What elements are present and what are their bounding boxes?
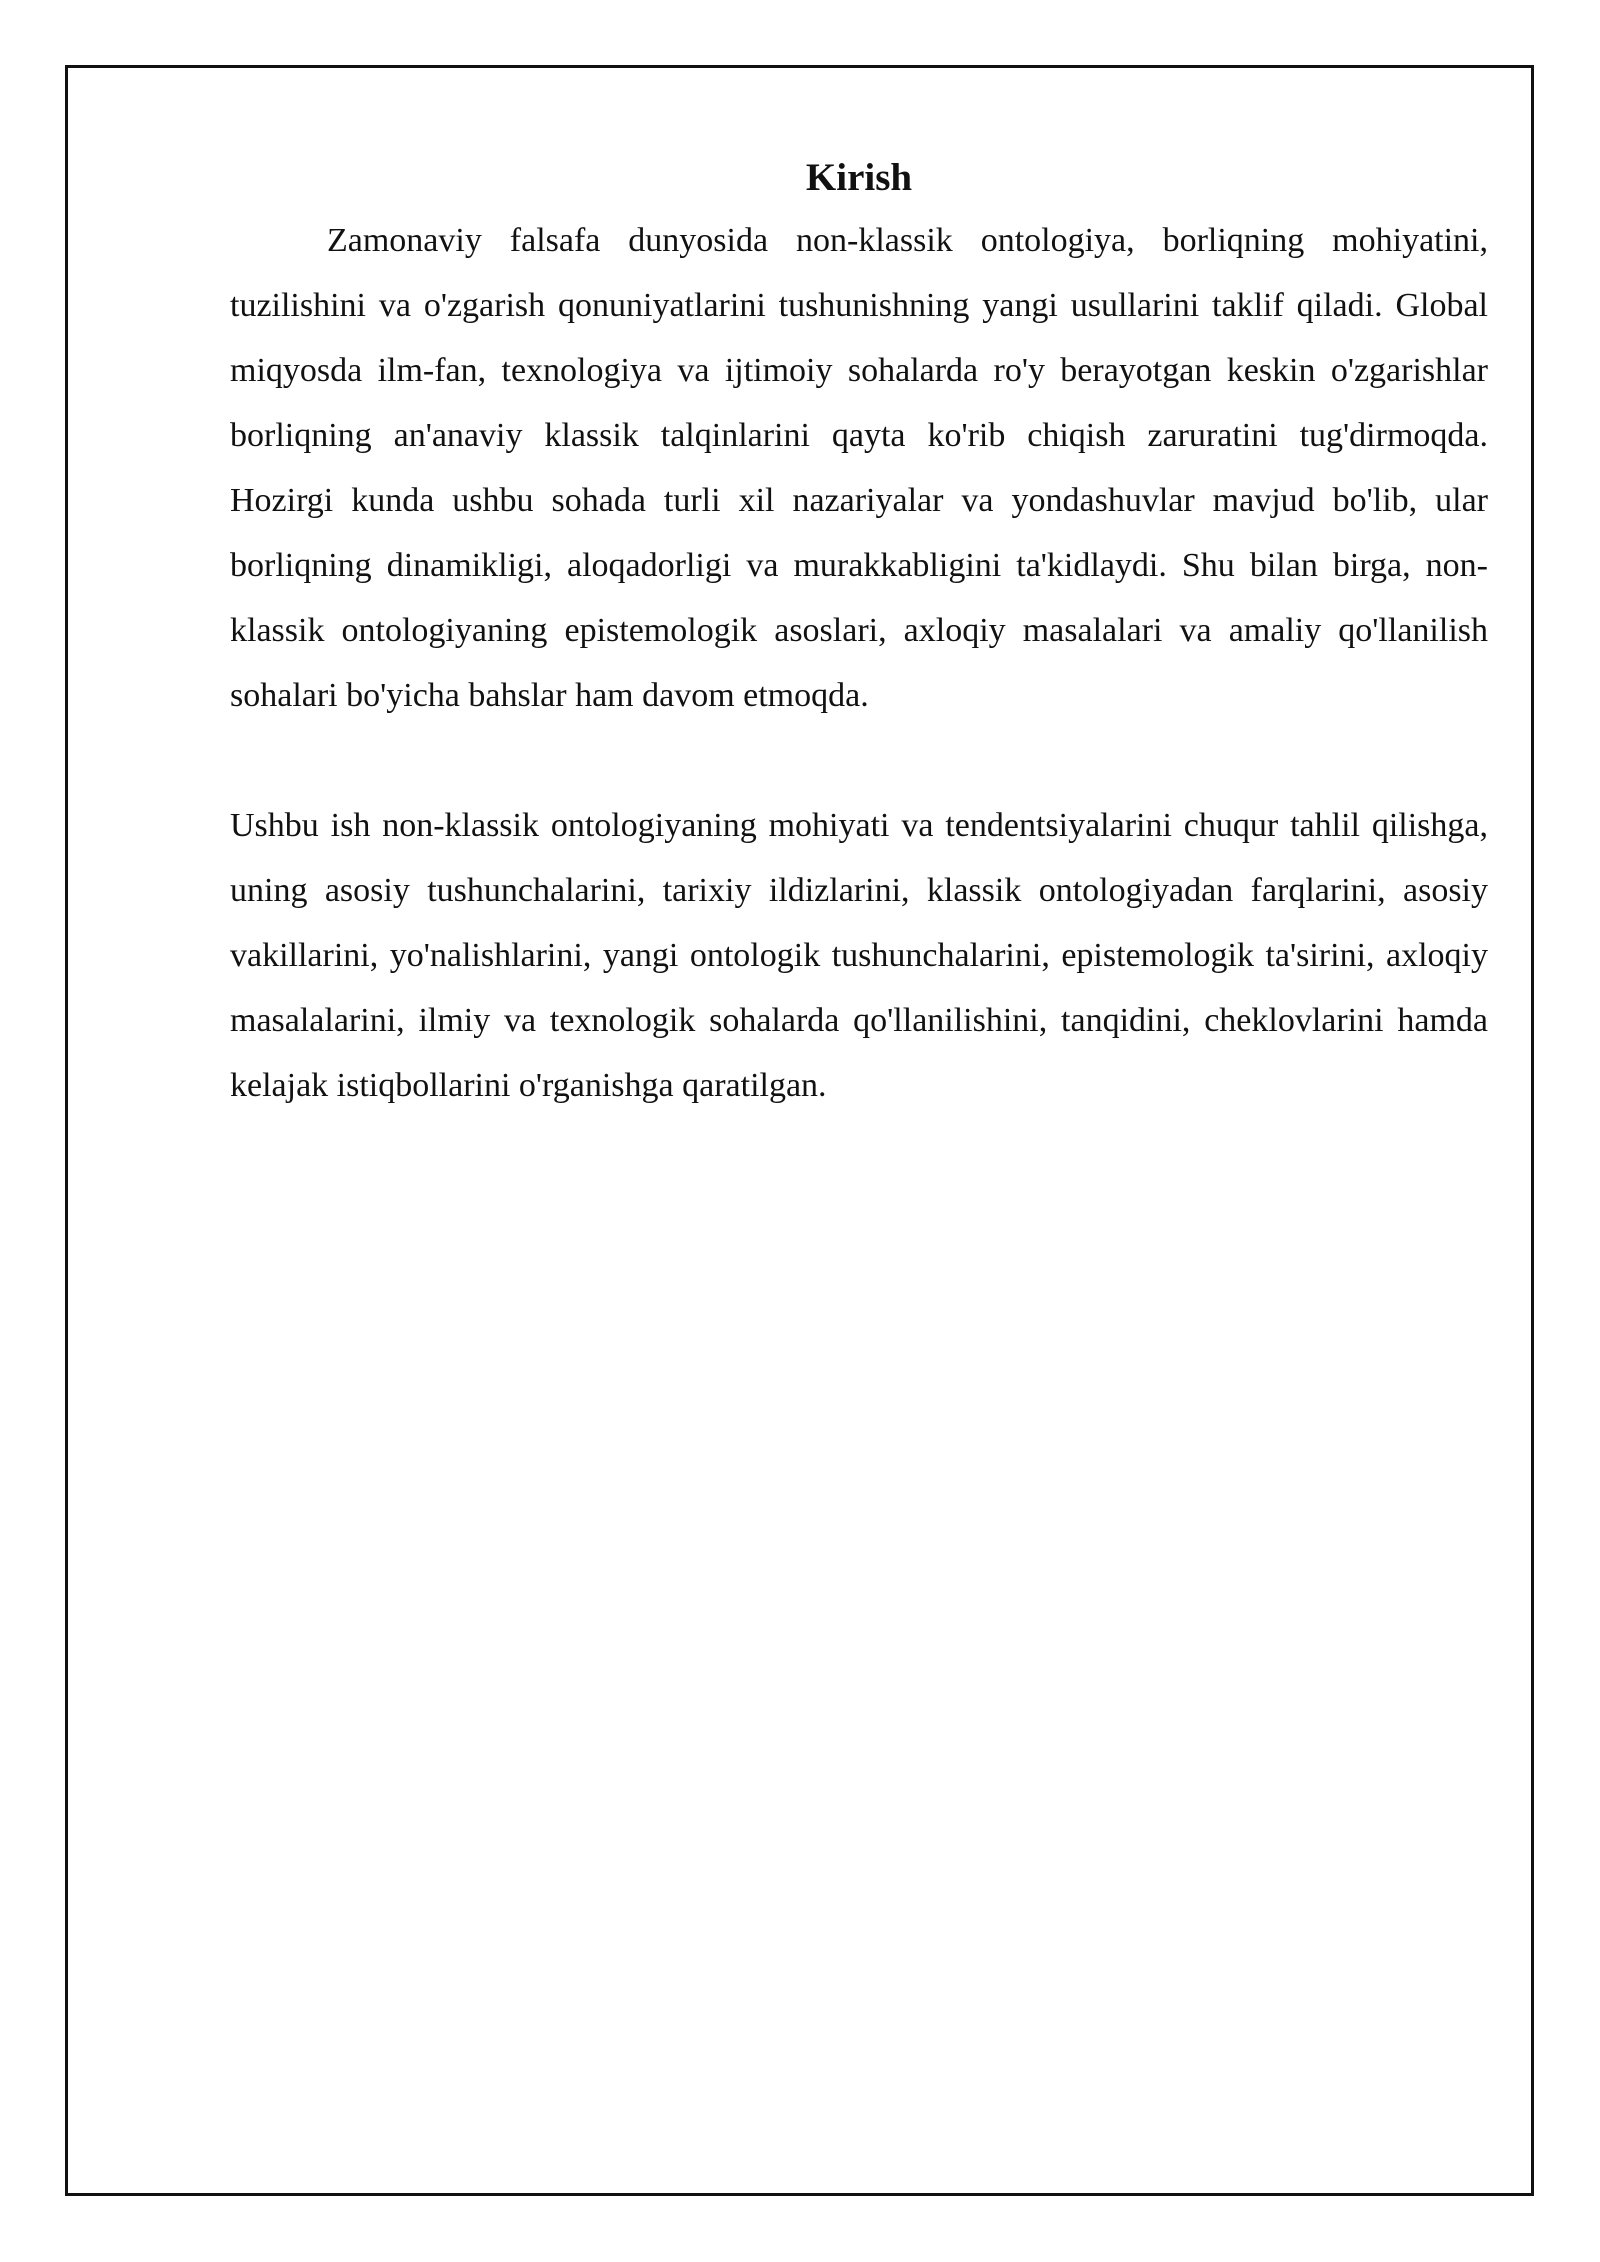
paragraph-intro: Zamonaviy falsafa dunyosida non-klassik ontologiya, borliqning mohiyatini, tuzilishini va o'zgarish qonuniyatlarini tushunishning yangi usullarini taklif qiladi. Global miqyosda ilm-fan, texnologiya va ijtimoiy sohalarda ro'y berayotgan keskin o'zgarishlar borliqning an'anaviy klassik talqinlarini qayta ko'rib chiqish zaruratini tug'dirmoqda. Hozirgi kunda ushbu sohada turli xil nazariyalar va yondashuvlar mavjud bo'lib, ular borliqning dinamikligi, aloqadorligi va murakkabligini ta'kidlaydi. Shu bilan birga, non-klassik ontologiyaning epistemologik asoslari, axloqiy masalalari va amaliy qo'llanilish sohalari bo'yicha bahslar ham davom etmoqda. [230, 222, 1488, 714]
paragraph-purpose: Ushbu ish non-klassik ontologiyaning mohiyati va tendentsiyalarini chuqur tahlil qilishga, uning asosiy tushunchalarini, tarixiy ildizlarini, klassik ontologiyadan farqlarini, asosiy vakillarini, yo'nalishlarini, yangi ontologik tushunchalarini, epistemologik ta'sirini, axloqiy masalalarini, ilmiy va texnologik sohalarda qo'llanilishini, tanqidini, cheklovlarini hamda kelajak istiqbollarini o'rganishga qaratilgan. [230, 807, 1488, 1104]
document-body [230, 148, 1488, 1118]
page-title: Kirish [805, 156, 913, 199]
